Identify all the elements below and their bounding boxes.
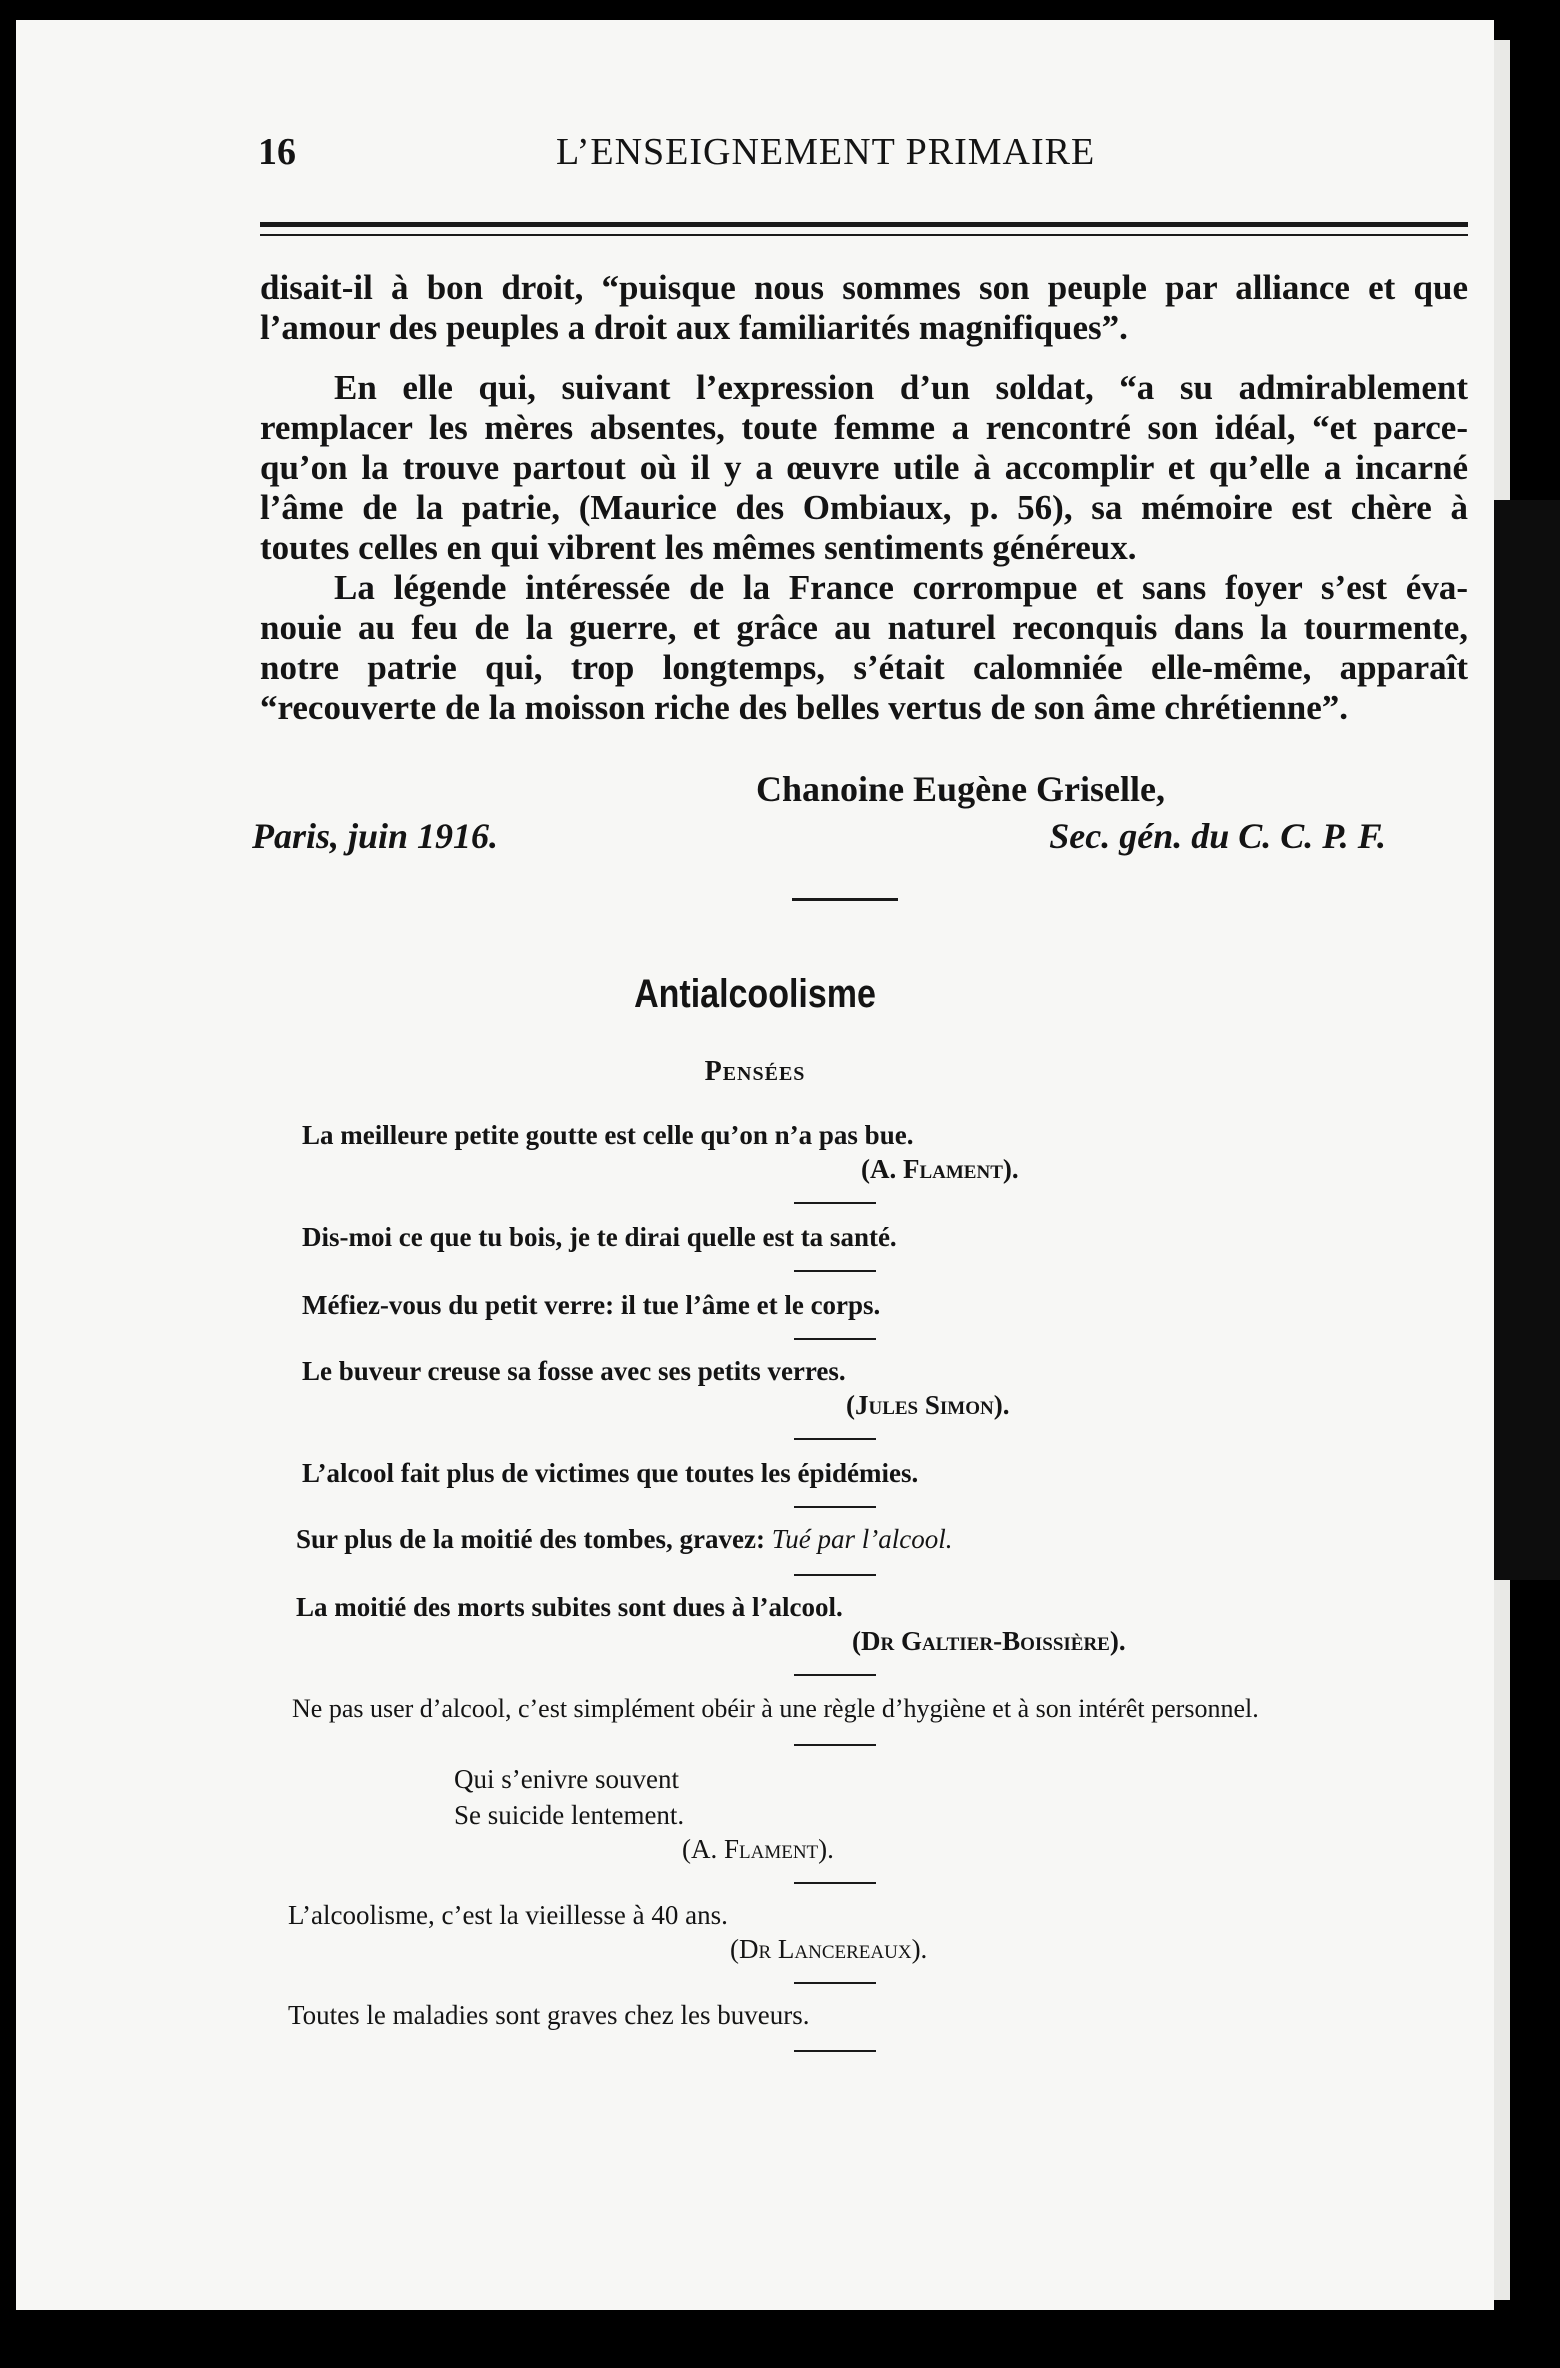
quote-text: L’alcool fait plus de victimes que toutes les épidémies. — [302, 1458, 919, 1488]
quote-text: Toutes le maladies sont graves chez les buveurs. — [288, 2000, 810, 2030]
quote-author: (A. Flament). — [861, 1154, 1019, 1184]
scan-edge-shadow — [1494, 500, 1560, 1580]
quote-divider — [794, 1674, 876, 1676]
running-header: L’ENSEIGNEMENT PRIMAIRE — [556, 131, 1096, 173]
quote-text: La moitié des morts subites sont dues à l’alcool. — [296, 1592, 843, 1622]
quote-text: Dis-moi ce que tu bois, je te dirai quelle est ta santé. — [302, 1222, 897, 1252]
signature-place-date: Paris, juin 1916. — [252, 816, 499, 856]
quote-emphasis: Tué par l’alcool. — [771, 1524, 953, 1554]
text-line: “recouverte de la moisson riche des belles vertus de son âme chrétienne”. — [260, 688, 1349, 727]
signature-name: Chanoine Eugène Griselle, — [756, 769, 1166, 809]
signature-role: Sec. gén. du C. C. P. F. — [1049, 816, 1386, 856]
section-divider — [792, 898, 898, 901]
quote-divider — [794, 1744, 876, 1746]
quote-divider — [794, 2050, 876, 2052]
quote-author: (Dr Lancereaux). — [730, 1934, 928, 1964]
quote-divider — [794, 1202, 876, 1204]
text-line: remplacer les mères absentes, toute femme a rencontré son idéal, “et parce- — [260, 408, 1468, 447]
header-rule-thin — [260, 234, 1468, 236]
scan-top-border — [0, 0, 1560, 22]
page-number: 16 — [258, 131, 296, 173]
quote-author: (Jules Simon). — [846, 1390, 1010, 1420]
quote-text: Le buveur creuse sa fosse avec ses petits verres. — [302, 1356, 846, 1386]
quote-divider — [794, 1982, 876, 1984]
quote-divider — [794, 1438, 876, 1440]
book-page — [16, 20, 1494, 2310]
header-rule — [260, 222, 1468, 227]
text-line: disait-il à bon droit, “puisque nous sommes son peuple par alliance et que — [260, 268, 1468, 307]
text-line: qu’on la trouve partout où il y a œuvre utile à accomplir et qu’elle a incarné — [260, 448, 1468, 487]
quote-author: (Dr Galtier-Boissière). — [852, 1626, 1126, 1656]
quote-text-main: Sur plus de la moitié des tombes, gravez: — [296, 1524, 765, 1554]
quote-text: L’alcoolisme, c’est la vieillesse à 40 ans. — [288, 1900, 728, 1930]
body-paragraph-3 — [260, 568, 1468, 728]
text-line: l’amour des peuples a droit aux familiarités magnifiques”. — [260, 308, 1128, 347]
body-paragraph-1 — [260, 268, 1468, 348]
quote-text: La meilleure petite goutte est celle qu’on n’a pas bue. — [302, 1120, 914, 1150]
section-subheading: Pensées — [704, 1056, 806, 1087]
quote-text: Ne pas user d’alcool, c’est simplément obéir à une règle d’hygiène et à son intérêt personnel. — [292, 1694, 1259, 1723]
quote-divider — [794, 1270, 876, 1272]
quote-divider — [794, 1506, 876, 1508]
text-line: En elle qui, suivant l’expression d’un soldat, “a su admirablement — [334, 368, 1468, 407]
quote-text — [296, 1524, 952, 1555]
text-line: La légende intéressée de la France corrompue et sans foyer s’est éva- — [334, 568, 1468, 607]
section-title: Antialcoolisme — [634, 972, 876, 1016]
quote-divider — [794, 1574, 876, 1576]
quote-divider — [794, 1882, 876, 1884]
text-line: l’âme de la patrie, (Maurice des Ombiaux, p. 56), sa mémoire est chère à — [260, 488, 1468, 527]
text-line: toutes celles en qui vibrent les mêmes sentiments généreux. — [260, 528, 1137, 567]
text-line: nouie au feu de la guerre, et grâce au naturel reconquis dans la tourmente, — [260, 608, 1468, 647]
verse-line: Se suicide lentement. — [454, 1800, 685, 1830]
verse-line: Qui s’enivre souvent — [454, 1764, 679, 1794]
text-line: notre patrie qui, trop longtemps, s’était calomniée elle-même, apparaît — [260, 648, 1468, 687]
quote-author: (A. Flament). — [682, 1834, 834, 1864]
quote-divider — [794, 1338, 876, 1340]
body-paragraph-2 — [260, 368, 1468, 568]
quote-text: Méfiez-vous du petit verre: il tue l’âme et le corps. — [302, 1290, 881, 1320]
